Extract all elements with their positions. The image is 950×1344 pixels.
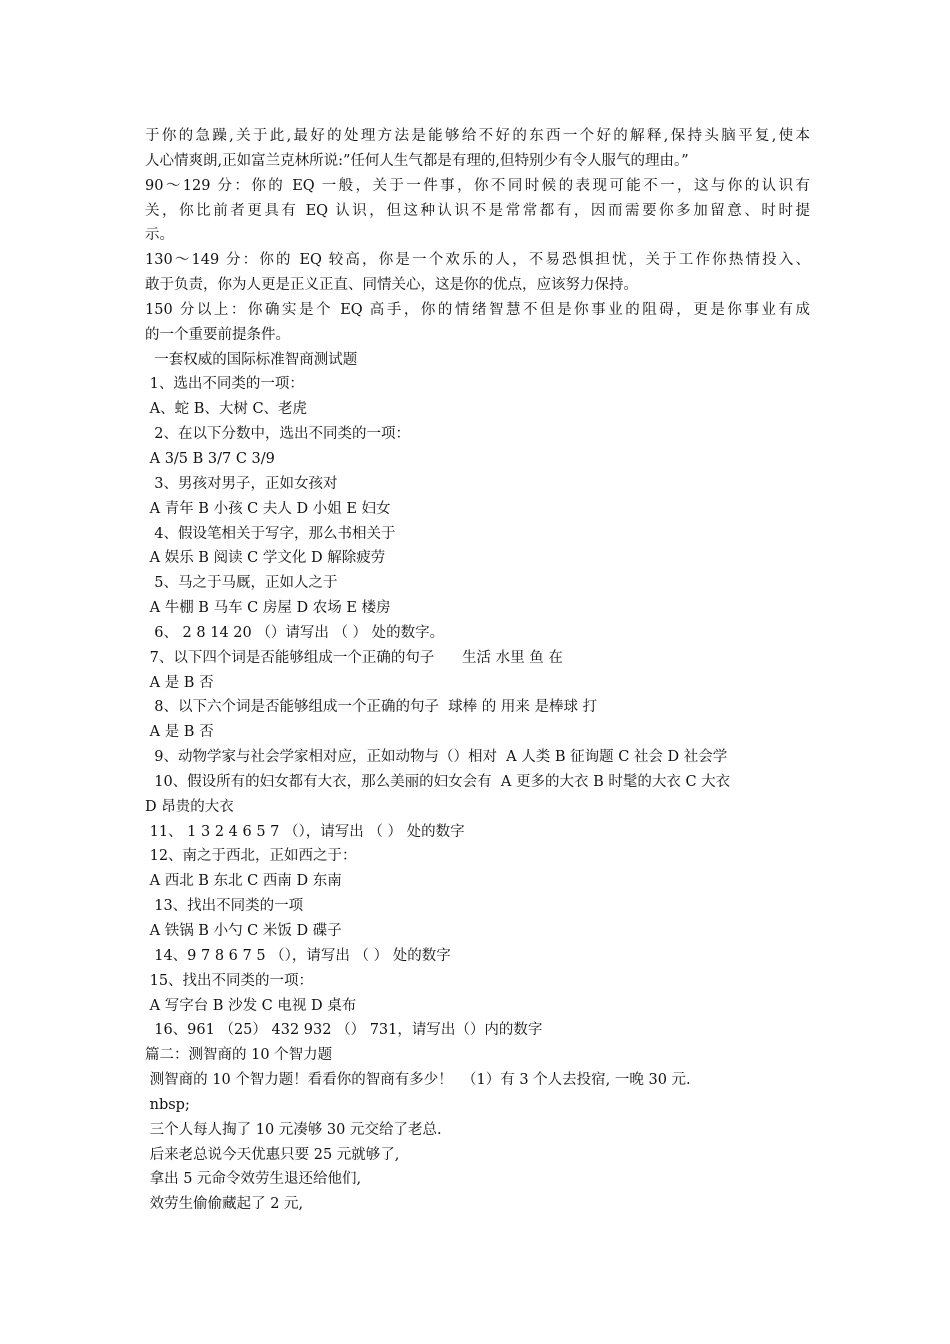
- text-line: 13、找出不同类的一项: [145, 898, 304, 915]
- text-line: 2、在以下分数中，选出不同类的一项：: [145, 426, 410, 443]
- text-line: A 是 B 否: [145, 674, 214, 691]
- text-line: A 青年 B 小孩 C 夫人 D 小姐 E 妇女: [145, 500, 391, 517]
- text-line: 人心情爽朗,正如富兰克林所说:”任何人生气都是有理的,但特别少有令人服气的理由。”: [145, 152, 689, 169]
- text-line: A 牛棚 B 马车 C 房屋 D 农场 E 楼房: [145, 600, 391, 617]
- text-line: 测智商的 10 个智力题！看看你的智商有多少！ （1）有 3 个人去投宿, 一晚 30 元.: [145, 1072, 691, 1089]
- text-line: A 3/5 B 3/7 C 3/9: [145, 450, 275, 467]
- text-line: 三个人每人掏了 10 元凑够 30 元交给了老总.: [145, 1121, 442, 1138]
- text-line: 后来老总说今天优惠只要 25 元就够了,: [145, 1146, 400, 1163]
- text-line: 8、以下六个词是否能够组成一个正确的句子 球棒 的 用来 是棒球 打: [145, 699, 598, 716]
- text-line: 11、 1 3 2 4 6 5 7 （），请写出 （ ） 处的数字: [145, 823, 465, 840]
- text-line: D 昂贵的大衣: [145, 798, 234, 815]
- text-line: 9、动物学家与社会学家相对应，正如动物与（）相对 A 人类 B 征询题 C 社会 D 社会学: [145, 749, 728, 766]
- text-line: 4、假设笔相关于写字，那么书相关于: [145, 525, 396, 542]
- text-line: A 铁锅 B 小勺 C 米饭 D 碟子: [145, 923, 342, 939]
- text-line: 一套权威的国际标准智商测试题: [145, 351, 358, 368]
- text-line: 1、选出不同类的一项：: [145, 376, 304, 393]
- text-line: 10、假设所有的妇女都有大衣，那么美丽的妇女会有 A 更多的大衣 B 时髦的大衣 C 大衣: [145, 773, 731, 790]
- text-line: 示。: [145, 227, 174, 244]
- text-line: 16、961 （25） 432 932 （） 731，请写出（）内的数字: [145, 1022, 543, 1039]
- text-line: A 写字台 B 沙发 C 电视 D 桌布: [145, 997, 357, 1014]
- text-line: 14、9 7 8 6 7 5 （），请写出 （ ） 处的数字: [145, 947, 451, 964]
- document-body: [145, 124, 810, 1217]
- text-line: 5、马之于马厩，正如人之于: [145, 575, 338, 592]
- text-line: 关，你比前者更具有 EQ 认识，但这种认识不是常常都有，因而需要你多加留意、时时提: [145, 202, 810, 219]
- text-line: 130～149 分：你的 EQ 较高，你是一个欢乐的人，不易恐惧担忧，关于工作你热情投入、: [145, 252, 810, 269]
- text-line: 的一个重要前提条件。: [145, 326, 290, 343]
- text-line: 7、以下四个词是否能够组成一个正确的句子 生活 水里 鱼 在: [145, 649, 563, 666]
- text-line: 15、找出不同类的一项：: [145, 972, 314, 989]
- text-line: nbsp;: [145, 1096, 190, 1113]
- text-line: A 娱乐 B 阅读 C 学文化 D 解除疲劳: [145, 550, 386, 567]
- text-line: 敢于负责，你为人更是正义正直、同情关心，这是你的优点，应该努力保持。: [145, 277, 638, 294]
- text-line: 90～129 分：你的 EQ 一般，关于一件事，你不同时候的表现可能不一，这与你的认识有: [145, 177, 810, 194]
- text-line: 于你的急躁,关于此,最好的处理方法是能够给不好的东西一个好的解释,保持头脑平复,使本: [145, 128, 810, 144]
- text-line: 6、 2 8 14 20 （）请写出 （ ） 处的数字。: [145, 624, 445, 641]
- text-line: 拿出 5 元命令效劳生退还给他们,: [145, 1171, 362, 1188]
- text-line: A、蛇 B、大树 C、老虎: [145, 401, 308, 418]
- text-line: 效劳生偷偷藏起了 2 元,: [145, 1196, 304, 1213]
- text-line: 3、男孩对男子，正如女孩对: [145, 475, 338, 492]
- text-line: A 是 B 否: [145, 724, 214, 741]
- text-line: 12、南之于西北，正如西之于：: [145, 848, 357, 865]
- text-line: A 西北 B 东北 C 西南 D 东南: [145, 873, 342, 890]
- text-line: 篇二：测智商的 10 个智力题: [145, 1047, 333, 1064]
- text-line: 150 分以上：你确实是个 EQ 高手，你的情绪智慧不但是你事业的阻碍，更是你事业有成: [145, 301, 810, 318]
